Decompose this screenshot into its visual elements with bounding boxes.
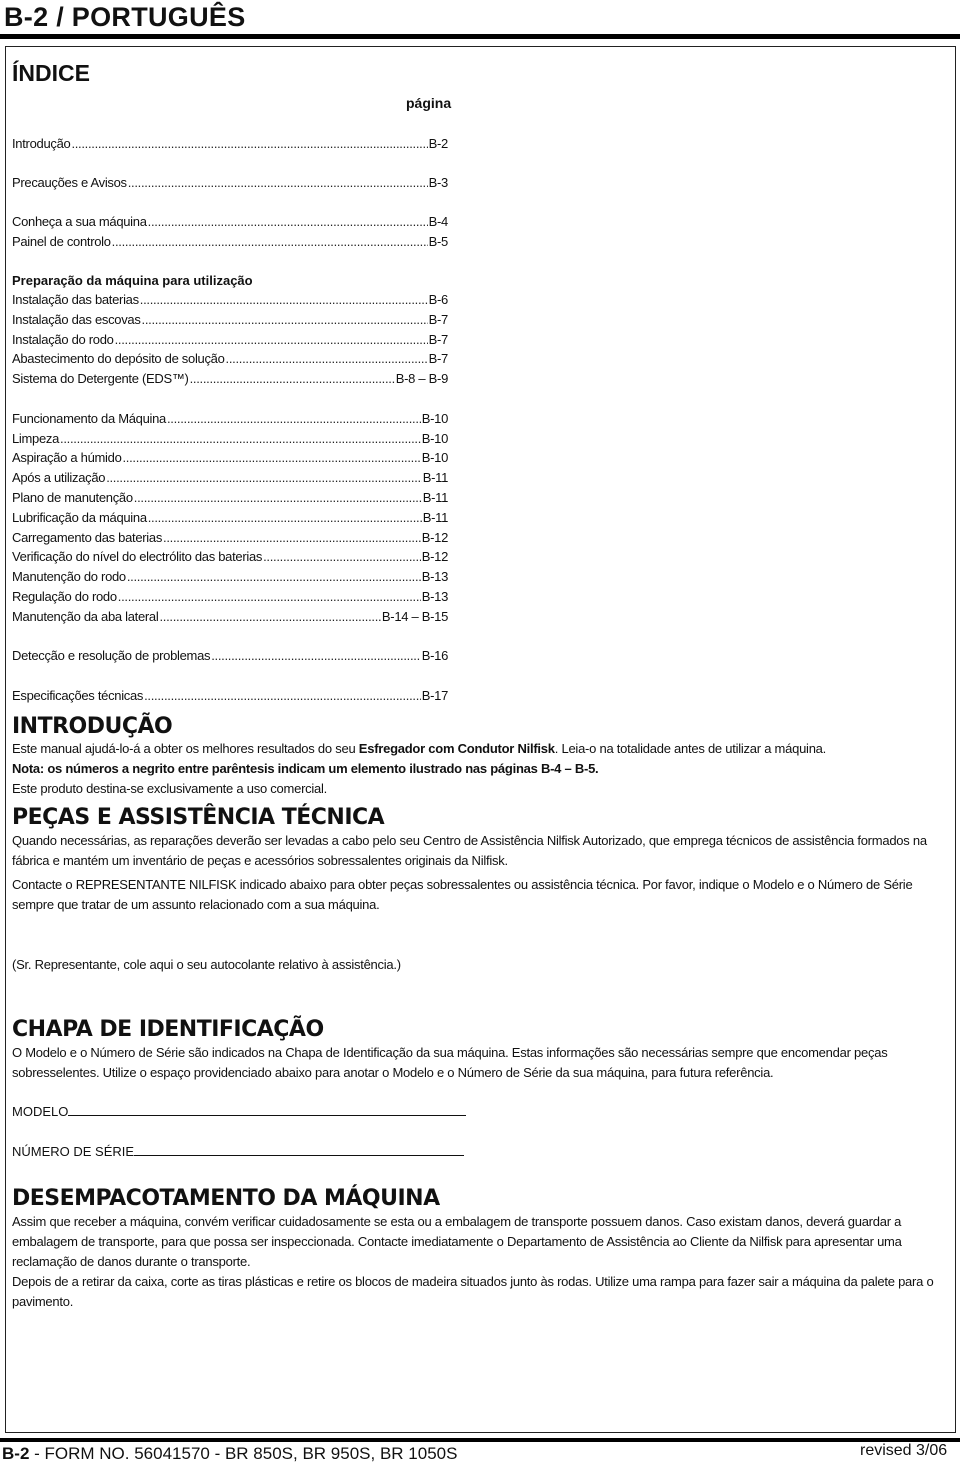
toc-entry[interactable] <box>12 234 448 252</box>
toc-leader-dots <box>144 688 421 703</box>
toc-entry-label: Painel de controlo <box>12 234 111 249</box>
toc-leader-dots <box>127 569 421 584</box>
toc-leader-dots <box>142 312 428 327</box>
model-input-line[interactable] <box>68 1103 466 1116</box>
toc-leader-dots <box>190 371 395 386</box>
toc-entry[interactable] <box>12 470 448 488</box>
toc-entry-page: B-13 <box>421 589 448 604</box>
parts-para-2: Contacte o REPRESENTANTE NILFISK indicado abaixo para obter peças sobressalentes ou assistência técnica. Por favor, indique o Modelo e o Número de Série sempre que tratar de um assunto relacionado com a sua máquina. <box>12 877 913 912</box>
toc-leader-dots <box>148 510 422 525</box>
toc-entry[interactable] <box>12 549 448 567</box>
toc-entry-label: Funcionamento da Máquina <box>12 411 166 426</box>
toc-entry[interactable] <box>12 371 448 389</box>
toc-entry-page: B-14 – B-15 <box>381 609 448 624</box>
toc-entry[interactable] <box>12 292 448 310</box>
toc-entry-label: Detecção e resolução de problemas <box>12 648 211 663</box>
toc-entry-page: B-11 <box>422 470 448 485</box>
toc-entry-label: Abastecimento do depósito de solução <box>12 351 225 366</box>
toc-entry-page: B-10 <box>421 431 448 446</box>
intro-line <box>12 739 947 759</box>
footer-form <box>2 1444 457 1464</box>
intro-text-end: . Leia-o na totalidade antes de utilizar a máquina. <box>554 741 827 756</box>
serial-label: NÚMERO DE SÉRIE <box>12 1144 135 1159</box>
toc-entry-page: B-2 <box>428 136 448 151</box>
nameplate-para: O Modelo e o Número de Série são indicados na Chapa de Identificação da sua máquina. Estas informações são necessárias sempre que encomendar peças sobresselentes. Utilize o espaço providenciado abaixo para anotar o Modelo e o Número de Série da sua máquina, para futura referência. <box>12 1045 888 1080</box>
toc-entry[interactable] <box>12 431 448 449</box>
toc-entry[interactable] <box>12 214 448 232</box>
unpacking-para-2: Depois de a retirar da caixa, corte as tiras plásticas e retire os blocos de madeira situados junto às rodas. Utilize uma rampa para fazer sair a máquina da palete para o pavimento. <box>12 1274 934 1309</box>
toc-entry-page: B-11 <box>422 490 448 505</box>
toc-entry[interactable] <box>12 136 448 154</box>
toc-entry-page: B-10 <box>421 411 448 426</box>
toc-leader-dots <box>118 589 421 604</box>
toc-leader-dots <box>112 234 428 249</box>
toc-entry-page: B-12 <box>421 549 448 564</box>
toc-entry-label: Limpeza <box>12 431 60 446</box>
toc-entry-label: Carregamento das baterias <box>12 530 163 545</box>
toc-entry-label: Aspiração a húmido <box>12 450 122 465</box>
parts-title: PEÇAS E ASSISTÊNCIA TÉCNICA <box>12 805 385 830</box>
toc-entry[interactable] <box>12 609 448 627</box>
toc-entry[interactable] <box>12 530 448 548</box>
footer-page-ref: B-2 <box>2 1444 30 1463</box>
toc-leader-dots <box>60 431 421 446</box>
product-name: Esfregador com Condutor Nilfisk <box>358 741 555 756</box>
toc-entry-label: Precauções e Avisos <box>12 175 127 190</box>
intro-commercial: Este produto destina-se exclusivamente a uso comercial. <box>12 781 328 796</box>
toc-entry-page: B-4 <box>428 214 448 229</box>
toc-entry-page: B-3 <box>428 175 448 190</box>
toc-page-column-label: página <box>406 95 452 111</box>
toc-leader-dots <box>167 411 421 426</box>
toc-entry[interactable] <box>12 589 448 607</box>
toc-entry-page: B-10 <box>421 450 448 465</box>
toc-title: ÍNDICE <box>12 60 90 86</box>
toc-entry[interactable] <box>12 411 448 429</box>
toc-entry[interactable] <box>12 490 448 508</box>
toc-entry[interactable] <box>12 312 448 330</box>
toc-leader-dots <box>134 490 422 505</box>
toc-entry-label: Instalação do rodo <box>12 332 114 347</box>
toc-entry[interactable] <box>12 332 448 350</box>
toc-entry-label: Introdução <box>12 136 71 151</box>
toc-entry-label: Após a utilização <box>12 470 106 485</box>
serial-field[interactable] <box>12 1143 464 1159</box>
toc-entry-page: B-11 <box>422 510 448 525</box>
footer-revision: revised 3/06 <box>860 1442 948 1459</box>
toc-leader-dots <box>115 332 428 347</box>
toc-leader-dots <box>106 470 422 485</box>
footer-rule <box>0 1438 960 1442</box>
toc-leader-dots <box>140 292 428 307</box>
toc-entry[interactable] <box>12 351 448 369</box>
intro-note: Nota: os números a negrito entre parêntesis indicam um elemento ilustrado nas páginas B-4 – B-5. <box>12 761 599 776</box>
toc-leader-dots <box>263 549 421 564</box>
toc-entry-label: Lubrificação da máquina <box>12 510 147 525</box>
toc-leader-dots <box>71 136 427 151</box>
toc-entry-label: Plano de manutenção <box>12 490 133 505</box>
toc-leader-dots <box>123 450 421 465</box>
toc-entry-label: Instalação das baterias <box>12 292 139 307</box>
toc-entry-page: B-5 <box>428 234 448 249</box>
toc-entry-label: Verificação do nível do electrólito das baterias <box>12 549 263 564</box>
toc-entry-page: B-7 <box>428 351 448 366</box>
nameplate-title: CHAPA DE IDENTIFICAÇÃO <box>12 1017 324 1042</box>
toc-entry-label: Manutenção da aba lateral <box>12 609 159 624</box>
sticker-note: (Sr. Representante, cole aqui o seu autocolante relativo à assistência.) <box>12 957 401 972</box>
toc-entry-page: B-7 <box>428 312 448 327</box>
toc-entry[interactable] <box>12 175 448 193</box>
toc-entry-label: Especificações técnicas <box>12 688 144 703</box>
toc-entry-page: B-7 <box>428 332 448 347</box>
toc-entry-page: B-17 <box>421 688 448 703</box>
toc-entry-page: B-13 <box>421 569 448 584</box>
toc-entry-label: Regulação do rodo <box>12 589 117 604</box>
unpacking-title: DESEMPACOTAMENTO DA MÁQUINA <box>12 1186 440 1211</box>
toc-entry[interactable] <box>12 688 448 706</box>
page-header-title: B-2 / PORTUGUÊS <box>4 2 246 32</box>
toc-entry-label: Conheça a sua máquina <box>12 214 147 229</box>
toc-leader-dots <box>163 530 421 545</box>
toc-leader-dots <box>148 214 428 229</box>
footer-form-text: - FORM NO. 56041570 - BR 850S, BR 950S, BR 1050S <box>29 1444 458 1463</box>
model-field[interactable] <box>12 1103 466 1119</box>
toc-leader-dots <box>159 609 380 624</box>
model-label: MODELO <box>12 1104 69 1119</box>
toc-entry[interactable] <box>12 648 448 666</box>
serial-input-line[interactable] <box>134 1143 464 1156</box>
toc-entry-page: B-6 <box>428 292 448 307</box>
header-rule <box>0 34 960 39</box>
toc-entry-label: Instalação das escovas <box>12 312 141 327</box>
unpacking-para-1: Assim que receber a máquina, convém verificar cuidadosamente se esta ou a embalagem de transporte possuem danos. Caso existam danos, deverá guardar a embalagem de transporte, para que possa ser inspeccionada. Contacte imediatamente o Departamento de Assistência ao Cliente da Nilfisk para apresentar uma reclamação de danos durante o transporte. <box>12 1214 902 1269</box>
parts-para-1: Quando necessárias, as reparações deverão ser levadas a cabo pelo seu Centro de Assistência Nilfisk Autorizado, que emprega técnicos de assistência formados na fábrica e mantém um inventário de peças e acessórios sobressalentes originais da Nilfisk. <box>12 833 927 868</box>
toc-leader-dots <box>226 351 428 366</box>
toc-entry[interactable] <box>12 569 448 587</box>
intro-text-start: Este manual ajudá-lo-á a obter os melhores resultados do seu <box>12 741 359 756</box>
toc-entry-label: Sistema do Detergente (EDS™) <box>12 371 189 386</box>
toc-entry-page: B-16 <box>421 648 448 663</box>
toc-entry[interactable] <box>12 510 448 528</box>
toc-entry-page: B-12 <box>421 530 448 545</box>
toc-group-heading: Preparação da máquina para utilização <box>12 273 253 288</box>
toc-leader-dots <box>128 175 428 190</box>
intro-title: INTRODUÇÃO <box>12 714 173 739</box>
toc-leader-dots <box>211 648 421 663</box>
toc-entry-page: B-8 – B-9 <box>395 371 448 386</box>
toc-entry-label: Manutenção do rodo <box>12 569 126 584</box>
toc-entry[interactable] <box>12 450 448 468</box>
